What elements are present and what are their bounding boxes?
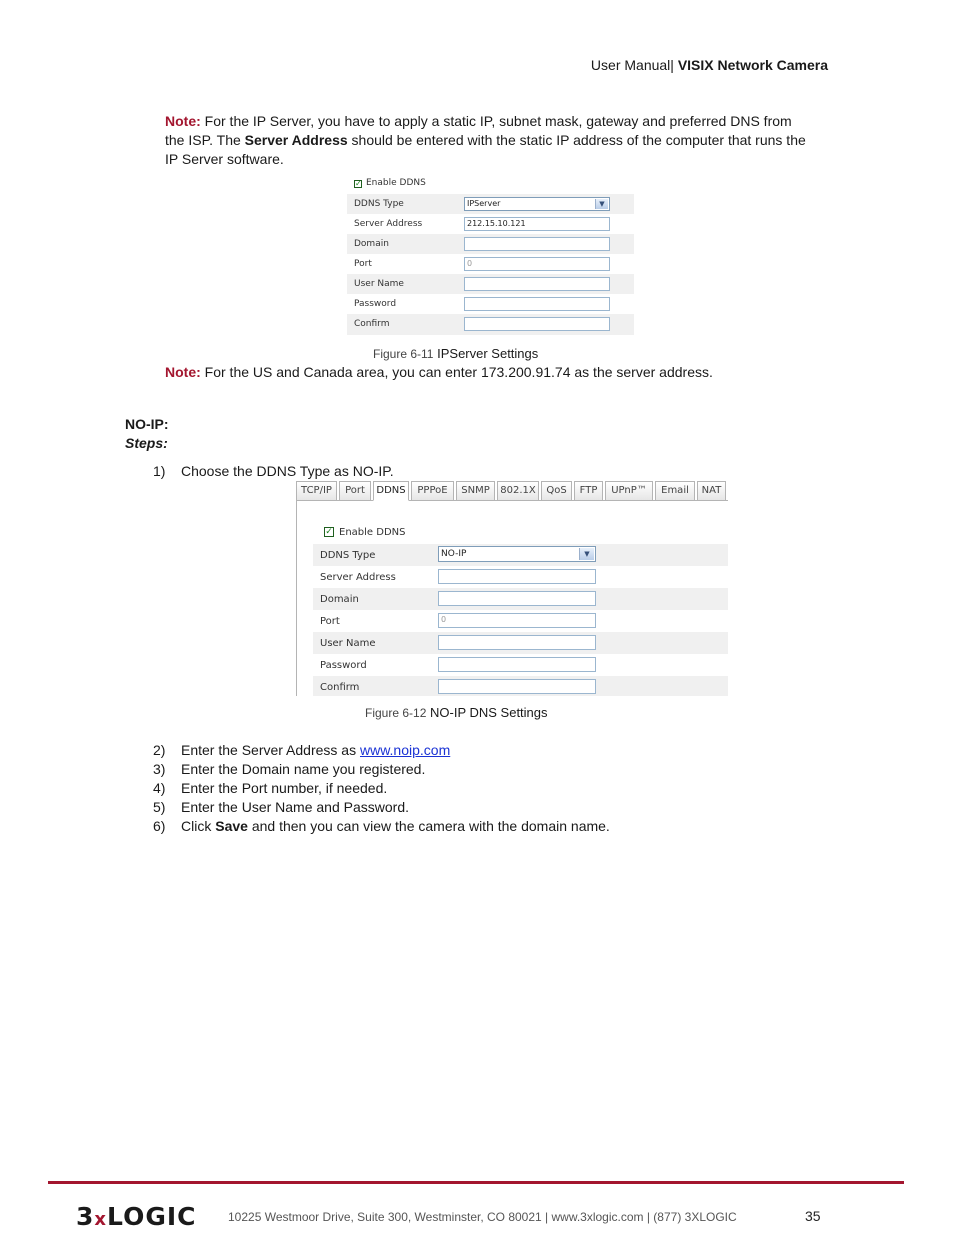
- note1-line3: IP Server software.: [165, 151, 284, 167]
- figure-caption-6-11: [373, 345, 538, 363]
- step-text: [181, 817, 610, 836]
- tab-pppoe[interactable]: PPPoE: [411, 481, 454, 501]
- form-row: [347, 194, 634, 214]
- step-number: 5): [153, 799, 166, 815]
- tab-port[interactable]: Port: [339, 481, 371, 501]
- ddns-type-select[interactable]: [438, 546, 596, 562]
- form-row: [313, 676, 728, 696]
- step-text-main: Enter the Server Address as: [181, 742, 357, 758]
- form-row: [347, 294, 634, 314]
- logo-part: 3: [76, 1202, 95, 1231]
- step-text-post: and then you can view the camera with the domain name.: [251, 818, 610, 834]
- tab-snmp[interactable]: SNMP: [456, 481, 495, 501]
- chevron-down-icon: ▼: [579, 548, 594, 560]
- port-input[interactable]: 0: [464, 257, 610, 271]
- step-text: Choose the DDNS Type as NO-IP.: [181, 463, 394, 479]
- figure-caption-6-12: [365, 704, 548, 722]
- row-label: Confirm: [320, 682, 360, 693]
- header-prefix: User Manual|: [590, 57, 674, 73]
- form-row: [313, 610, 728, 632]
- row-label: Confirm: [354, 319, 390, 329]
- page-header: [591, 56, 828, 75]
- tab-email[interactable]: Email: [655, 481, 695, 501]
- note1-text1: For the IP Server, you have to apply a static IP, subnet mask, gateway and preferred DNS from: [204, 113, 792, 129]
- row-label: User Name: [354, 279, 404, 289]
- note2: [165, 363, 713, 382]
- enable-ddns-checkbox[interactable]: ✓: [325, 527, 333, 537]
- ddns-type-select[interactable]: [464, 197, 610, 211]
- form-row: [313, 632, 728, 654]
- row-label: Server Address: [320, 572, 396, 583]
- header-title: VISIX Network Camera: [677, 57, 828, 73]
- enable-ddns-label: Enable DDNS: [366, 178, 426, 188]
- note1-line2: [165, 131, 806, 150]
- panel-left-border: [296, 500, 297, 696]
- tab-nat[interactable]: NAT: [697, 481, 726, 501]
- form-row: [347, 314, 634, 335]
- server-address-input[interactable]: 212.15.10.121: [464, 217, 610, 231]
- domain-input[interactable]: [464, 237, 610, 251]
- row-label: Server Address: [354, 219, 423, 229]
- note1-label: Note:: [165, 113, 201, 129]
- row-label: Password: [354, 299, 397, 309]
- form-row: [347, 274, 634, 294]
- note2-text: For the US and Canada area, you can enter 173.200.91.74 as the server address.: [204, 364, 713, 380]
- step-text-bold: Save: [215, 818, 248, 834]
- password-input[interactable]: [438, 657, 596, 672]
- form-row: [347, 254, 634, 274]
- note1-text2-pre: the ISP. The: [165, 132, 241, 148]
- tab-qos[interactable]: QoS: [541, 481, 572, 501]
- step-text: Enter the User Name and Password.: [181, 799, 409, 815]
- step-text: Enter the Domain name you registered.: [181, 761, 426, 777]
- note1-text2-post: should be entered with the static IP address of the computer that runs the: [351, 132, 806, 148]
- network-settings-panel: [296, 481, 728, 696]
- enable-ddns-label: Enable DDNS: [339, 527, 406, 538]
- port-input[interactable]: 0: [438, 613, 596, 628]
- figure-number: Figure 6-11: [373, 347, 434, 361]
- tab-ddns[interactable]: DDNS: [373, 481, 409, 501]
- tab-tcpip[interactable]: TCP/IP: [296, 481, 337, 501]
- note1-text2-bold: Server Address: [244, 132, 348, 148]
- company-logo: [76, 1202, 197, 1231]
- form-row: [313, 544, 728, 566]
- noip-settings-form: [313, 521, 728, 696]
- row-label: Port: [354, 259, 372, 269]
- form-row: [347, 214, 634, 234]
- note2-label: Note:: [165, 364, 201, 380]
- row-label: Port: [320, 616, 340, 627]
- step-number: 4): [153, 780, 166, 796]
- row-label: User Name: [320, 638, 376, 649]
- enable-ddns-checkbox[interactable]: ✓: [355, 179, 362, 188]
- figure-title: NO-IP DNS Settings: [430, 705, 548, 720]
- ipserver-settings-form: [347, 175, 634, 337]
- form-row: [313, 588, 728, 610]
- tab-upnp[interactable]: UPnP™: [605, 481, 653, 501]
- user-name-input[interactable]: [464, 277, 610, 291]
- row-label: Domain: [354, 239, 389, 249]
- step-number: 1): [153, 463, 166, 479]
- row-label: DDNS Type: [320, 550, 376, 561]
- confirm-input[interactable]: [464, 317, 610, 331]
- step-number: 2): [153, 742, 166, 758]
- footer-rule: [48, 1181, 904, 1184]
- page-number: 35: [805, 1208, 821, 1224]
- row-label: Password: [320, 660, 367, 671]
- form-row: [313, 654, 728, 676]
- form-row: [347, 234, 634, 254]
- noip-link[interactable]: www.noip.com: [359, 742, 451, 758]
- step-text: Enter the Port number, if needed.: [181, 780, 388, 796]
- logo-part: LOGIC: [107, 1202, 197, 1231]
- confirm-input[interactable]: [438, 679, 596, 694]
- server-address-input[interactable]: [438, 569, 596, 584]
- tab-ftp[interactable]: FTP: [574, 481, 603, 501]
- figure-number: Figure 6-12: [365, 706, 427, 720]
- row-label: DDNS Type: [354, 199, 404, 209]
- form-row: [313, 566, 728, 588]
- step-text: [181, 741, 450, 760]
- footer-address: 10225 Westmoor Drive, Suite 300, Westminster, CO 80021 | www.3xlogic.com | (877) 3XLOGIC: [228, 1210, 737, 1224]
- note1-line1: [165, 112, 792, 131]
- step-number: 6): [153, 818, 166, 834]
- step-number: 3): [153, 761, 166, 777]
- logo-part: x: [94, 1209, 108, 1230]
- tab-8021x[interactable]: 802.1X: [497, 481, 539, 501]
- step-text-pre: Click: [181, 818, 212, 834]
- section-title: NO-IP:: [125, 416, 169, 432]
- chevron-down-icon: ▼: [595, 199, 608, 209]
- steps-label: Steps:: [125, 435, 168, 451]
- password-input[interactable]: [464, 297, 610, 311]
- domain-input[interactable]: [438, 591, 596, 606]
- figure-title: IPServer Settings: [437, 346, 539, 361]
- row-label: Domain: [320, 594, 359, 605]
- user-name-input[interactable]: [438, 635, 596, 650]
- ddns-type-value: IPServer: [467, 199, 501, 208]
- ddns-type-value: NO-IP: [441, 549, 467, 559]
